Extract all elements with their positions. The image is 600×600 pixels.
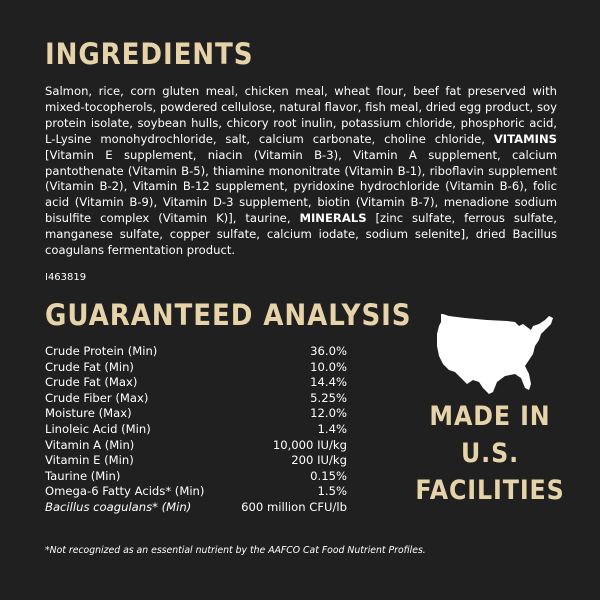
nutrient-name: Omega-6 Fatty Acids* (Min) (45, 484, 205, 499)
nutrient-name: Linoleic Acid (Min) (45, 421, 151, 436)
nutrient-name: Crude Protein (Min) (45, 344, 158, 358)
table-row (45, 344, 347, 360)
nutrient-name: Crude Fiber (Max) (45, 390, 149, 405)
nutrient-name: Vitamin A (Min) (45, 437, 135, 452)
nutrient-value: 14.4% (310, 375, 347, 390)
nutrient-value: 1.5% (317, 484, 347, 499)
guaranteed-analysis-table (45, 344, 347, 516)
vitamins-label: VITAMINS (493, 131, 557, 146)
table-row (45, 375, 347, 391)
nutrient-name: Bacillus coagulans* (Min) (45, 499, 192, 514)
product-code: I463819 (45, 272, 87, 283)
nutrient-value: 10,000 IU/kg (272, 437, 347, 452)
table-row (45, 360, 347, 376)
nutrient-value: 12.0% (310, 406, 347, 421)
table-row (45, 422, 347, 438)
nutrient-value: 200 IU/kg (291, 453, 347, 468)
table-row (45, 469, 347, 485)
nutrient-name: Moisture (Max) (45, 406, 132, 421)
usa-map-icon (435, 312, 555, 396)
table-row (45, 438, 347, 454)
nutrient-name: Crude Fat (Min) (45, 359, 134, 374)
nutrient-value: 10.0% (310, 359, 347, 374)
ingredients-text-part3: [zinc sulfate, ferrous sulfate, manganese sulfate, copper sulfate, calcium iodate, sodium selenite], dried Bacillus coagulans fermentation product. (45, 211, 557, 258)
badge-line-2: U.S. (461, 438, 519, 469)
table-row (45, 500, 347, 516)
minerals-label: MINERALS (299, 211, 367, 226)
table-row (45, 484, 347, 500)
nutrient-value: 600 million CFU/lb (241, 499, 347, 514)
ingredients-text-part1: Salmon, rice, corn gluten meal, chicken meal, wheat flour, beef fat preserved with mixed-tocopherols, powdered cellulose, natural flavor, fish meal, dried egg product, soy protein isolate, soybean hulls, chicory root inulin, potassium chloride, phosphoric acid, L-Lysine monohydrochloride, salt, calcium carbonate, choline chloride, (45, 84, 557, 146)
nutrient-value: 1.4% (317, 421, 347, 436)
nutrient-name: Taurine (Min) (45, 468, 121, 483)
nutrient-value: 0.15% (310, 468, 347, 483)
nutrient-value: 36.0% (310, 344, 347, 358)
table-row (45, 453, 347, 469)
footnote: *Not recognized as an essential nutrient by the AAFCO Cat Food Nutrient Profiles. (45, 545, 426, 556)
table-row (45, 406, 347, 422)
nutrient-value: 5.25% (310, 390, 347, 405)
ingredients-list (45, 84, 557, 259)
nutrient-name: Vitamin E (Min) (45, 453, 134, 468)
ingredients-text-part2: [Vitamin E supplement, niacin (Vitamin B-3), Vitamin A supplement, calcium pantothenate (Vitamin B-5), thiamine mononitrate (Vitamin B-1), riboflavin supplement (Vitamin B-2), Vitamin B-12 supplement, pyridoxine hydrochloride (Vitamin B-6), folic acid (Vitamin B-9), Vitamin D-3 supplement, biotin (Vitamin B-7), menadione sodium bisulfite complex (Vitamin K)], taurine, (45, 147, 557, 226)
guaranteed-analysis-heading: GUARANTEED ANALYSIS (45, 298, 412, 332)
badge-line-1: MADE IN (429, 401, 551, 432)
ingredients-heading: INGREDIENTS (45, 37, 254, 71)
made-in-usa-badge (380, 398, 600, 509)
badge-line-3: FACILITIES (415, 475, 565, 506)
table-row (45, 391, 347, 407)
nutrient-name: Crude Fat (Max) (45, 375, 138, 390)
